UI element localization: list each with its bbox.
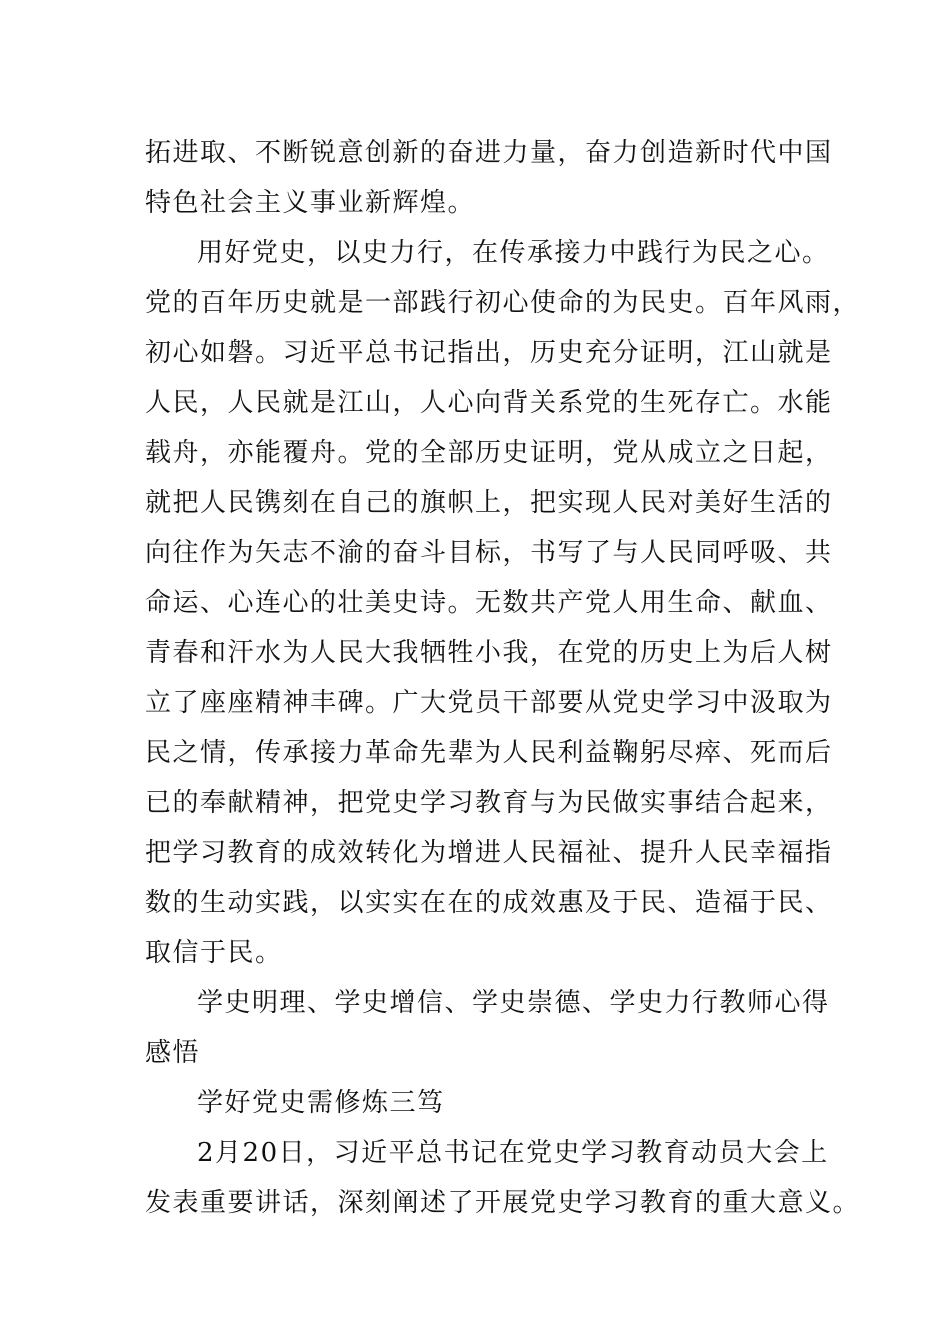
section-title-line: 学史明理、学史增信、学史崇德、学史力行教师心得 xyxy=(197,988,830,1018)
text-line-12: 立了座座精神丰碑。广大党员干部要从党史学习中汲取为 xyxy=(145,688,833,718)
text-line-14: 已的奉献精神，把党史学习教育与为民做实事结合起来， xyxy=(145,788,833,818)
text-line-6: 人民，人民就是江山，人心向背关系党的生死存亡。水能 xyxy=(145,388,833,418)
paragraph-start-line: 用好党史，以史力行，在传承接力中践行为民之心。 xyxy=(197,238,830,268)
subtitle-line: 学好党史需修炼三笃 xyxy=(197,1088,445,1118)
document-body xyxy=(145,128,861,1228)
text-line-7: 载舟，亦能覆舟。党的全部历史证明，党从成立之日起， xyxy=(145,438,833,468)
text-line-4: 党的百年历史就是一部践行初心使命的为民史。百年风雨， xyxy=(145,288,861,318)
text-line-15: 把学习教育的成效转化为增进人民福祉、提升人民幸福指 xyxy=(145,838,833,868)
text-line-2: 特色社会主义事业新辉煌。 xyxy=(145,188,476,218)
paragraph-start-line-2: 2月20日，习近平总书记在党史学习教育动员大会上 xyxy=(197,1138,829,1168)
text-line-10: 命运、心连心的壮美史诗。无数共产党人用生命、献血、 xyxy=(145,588,833,618)
text-line-5: 初心如磐。习近平总书记指出，历史充分证明，江山就是 xyxy=(145,338,833,368)
text-line-9: 向往作为矢志不渝的奋斗目标，书写了与人民同呼吸、共 xyxy=(145,538,833,568)
section-title-continuation: 感悟 xyxy=(145,1038,201,1068)
text-line-16: 数的生动实践，以实实在在的成效惠及于民、造福于民、 xyxy=(145,888,833,918)
text-line-13: 民之情，传承接力革命先辈为人民利益鞠躬尽瘁、死而后 xyxy=(145,738,833,768)
text-line-17: 取信于民。 xyxy=(145,938,283,968)
text-line-22: 发表重要讲话，深刻阐述了开展党史学习教育的重大意义。 xyxy=(145,1188,861,1218)
text-line-11: 青春和汗水为人民大我牺牲小我，在党的历史上为后人树 xyxy=(145,638,833,668)
text-line-1: 拓进取、不断锐意创新的奋进力量，奋力创造新时代中国 xyxy=(145,138,833,168)
text-line-8: 就把人民镌刻在自己的旗帜上，把实现人民对美好生活的 xyxy=(145,488,833,518)
